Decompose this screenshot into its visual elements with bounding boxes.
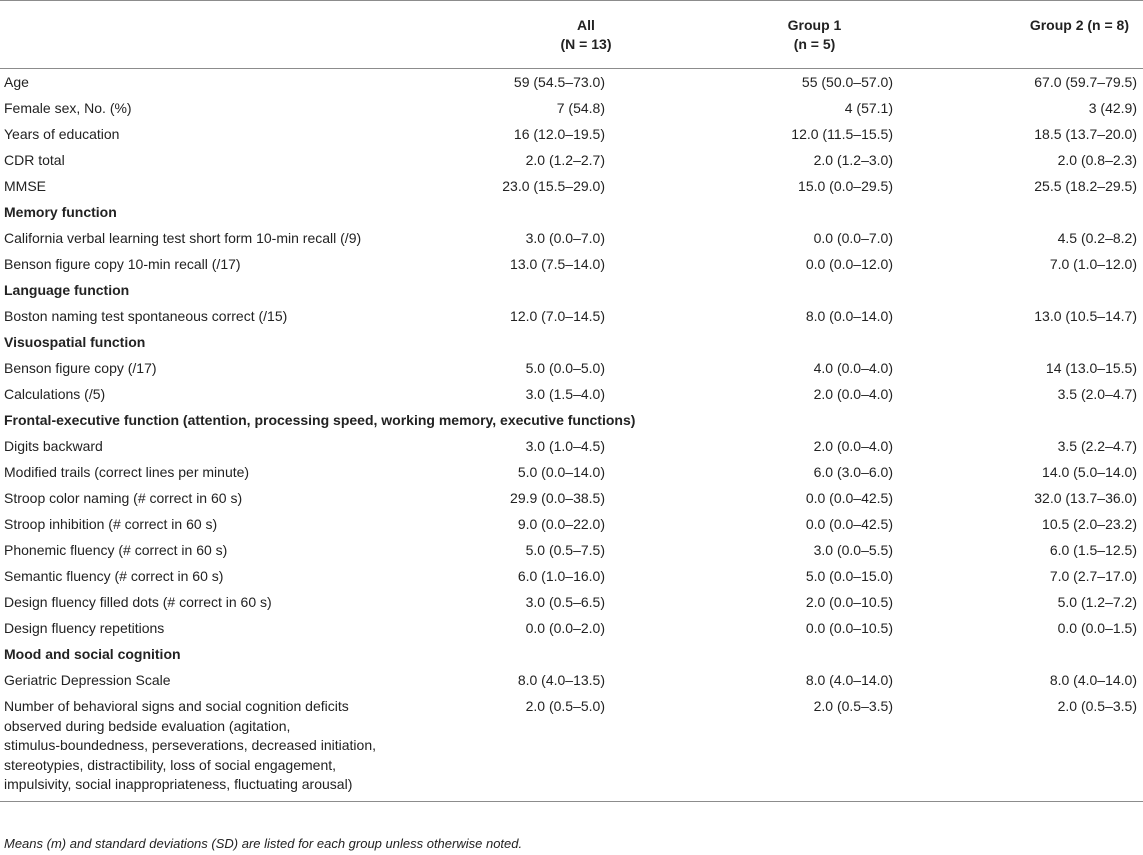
header-group1-n: (n = 5) bbox=[793, 36, 836, 52]
cell-all: 59 (54.5–73.0) bbox=[513, 73, 605, 90]
table-row bbox=[0, 121, 1143, 147]
row-label: Benson figure copy (/17) bbox=[4, 359, 157, 376]
cell-group1: 0.0 (0.0–10.5) bbox=[805, 619, 893, 636]
table-row bbox=[0, 563, 1143, 589]
cell-group1: 4.0 (0.0–4.0) bbox=[813, 359, 893, 376]
row-label-line: impulsivity, social inappropriateness, fluctuating arousal) bbox=[4, 776, 353, 792]
cell-group2: 0.0 (0.0–1.5) bbox=[1057, 619, 1137, 636]
cell-all: 2.0 (1.2–2.7) bbox=[525, 151, 605, 168]
header-empty bbox=[0, 1, 468, 69]
table-row bbox=[0, 303, 1143, 329]
cell-all: 29.9 (0.0–38.5) bbox=[510, 489, 605, 506]
row-label: Semantic fluency (# correct in 60 s) bbox=[4, 567, 224, 584]
section-title: Memory function bbox=[4, 203, 117, 220]
cell-group2: 3.5 (2.2–4.7) bbox=[1057, 437, 1137, 454]
cell-group1: 2.0 (1.2–3.0) bbox=[813, 151, 893, 168]
cell-group1: 3.0 (0.0–5.5) bbox=[813, 541, 893, 558]
cell-group2: 5.0 (1.2–7.2) bbox=[1057, 593, 1137, 610]
section-header-row bbox=[0, 329, 1143, 355]
table-row bbox=[0, 225, 1143, 251]
header-all-n: (N = 13) bbox=[560, 36, 612, 52]
row-label: Boston naming test spontaneous correct (/15) bbox=[4, 307, 288, 324]
table-row bbox=[0, 511, 1143, 537]
row-label: Design fluency repetitions bbox=[4, 619, 165, 636]
cell-all: 12.0 (7.0–14.5) bbox=[510, 307, 605, 324]
table-footnote: Means (m) and standard deviations (SD) are listed for each group unless otherwise noted. bbox=[4, 836, 523, 851]
row-label-line: stereotypies, distractibility, loss of social engagement, bbox=[4, 756, 337, 773]
row-label: MMSE bbox=[4, 177, 46, 194]
cell-group1: 8.0 (0.0–14.0) bbox=[805, 307, 893, 324]
row-label bbox=[0, 693, 468, 801]
section-title: Language function bbox=[4, 281, 130, 298]
cell-group1: 15.0 (0.0–29.5) bbox=[798, 177, 893, 194]
cell-all: 5.0 (0.0–5.0) bbox=[525, 359, 605, 376]
row-label: Benson figure copy 10-min recall (/17) bbox=[4, 255, 241, 272]
cell-group1: 0.0 (0.0–7.0) bbox=[813, 229, 893, 246]
cell-group1: 0.0 (0.0–42.5) bbox=[805, 489, 893, 506]
cell-group1: 6.0 (3.0–6.0) bbox=[813, 463, 893, 480]
row-label: Modified trails (correct lines per minute) bbox=[4, 463, 250, 480]
cell-all: 2.0 (0.5–5.0) bbox=[468, 693, 704, 801]
table-header bbox=[0, 1, 1143, 69]
cell-group2: 2.0 (0.5–3.5) bbox=[925, 693, 1143, 801]
header-all-name: All bbox=[577, 17, 595, 33]
row-label: Stroop color naming (# correct in 60 s) bbox=[4, 489, 243, 506]
cell-group2: 3 (42.9) bbox=[1088, 99, 1137, 116]
table-row bbox=[0, 615, 1143, 641]
table-row bbox=[0, 433, 1143, 459]
cell-group2: 6.0 (1.5–12.5) bbox=[1049, 541, 1137, 558]
row-label: Female sex, No. (%) bbox=[4, 99, 132, 116]
table-row bbox=[0, 485, 1143, 511]
cell-all: 3.0 (1.0–4.5) bbox=[525, 437, 605, 454]
table-row bbox=[0, 95, 1143, 121]
cell-group1: 5.0 (0.0–15.0) bbox=[805, 567, 893, 584]
cell-all: 8.0 (4.0–13.5) bbox=[517, 671, 605, 688]
cell-all: 23.0 (15.5–29.0) bbox=[502, 177, 605, 194]
cell-all: 6.0 (1.0–16.0) bbox=[517, 567, 605, 584]
table-row bbox=[0, 173, 1143, 199]
cell-group2: 3.5 (2.0–4.7) bbox=[1057, 385, 1137, 402]
table-row bbox=[0, 355, 1143, 381]
section-header-row bbox=[0, 199, 1143, 225]
cell-group1: 4 (57.1) bbox=[844, 99, 893, 116]
cell-group2: 32.0 (13.7–36.0) bbox=[1034, 489, 1137, 506]
cell-all: 9.0 (0.0–22.0) bbox=[517, 515, 605, 532]
row-label: Design fluency filled dots (# correct in 60 s) bbox=[4, 593, 272, 610]
row-label: Phonemic fluency (# correct in 60 s) bbox=[4, 541, 228, 558]
cell-group2: 8.0 (4.0–14.0) bbox=[1049, 671, 1137, 688]
table-row bbox=[0, 459, 1143, 485]
cell-group2: 14 (13.0–15.5) bbox=[1045, 359, 1137, 376]
cell-group2: 7.0 (1.0–12.0) bbox=[1049, 255, 1137, 272]
cell-all: 5.0 (0.0–14.0) bbox=[517, 463, 605, 480]
cell-group2: 10.5 (2.0–23.2) bbox=[1042, 515, 1137, 532]
row-label: Calculations (/5) bbox=[4, 385, 106, 402]
header-group2-n: (n = 8) bbox=[1087, 17, 1129, 33]
row-label-line: Number of behavioral signs and social cognition deficits bbox=[4, 698, 349, 714]
section-header-row bbox=[0, 277, 1143, 303]
cell-group1: 2.0 (0.5–3.5) bbox=[704, 693, 925, 801]
row-label: Digits backward bbox=[4, 437, 103, 454]
cell-group2: 25.5 (18.2–29.5) bbox=[1034, 177, 1137, 194]
cell-group1: 2.0 (0.0–4.0) bbox=[813, 437, 893, 454]
section-title: Frontal-executive function (attention, processing speed, working memory, executive functions) bbox=[4, 411, 636, 428]
cell-group1: 12.0 (11.5–15.5) bbox=[791, 125, 893, 142]
cell-group2: 4.5 (0.2–8.2) bbox=[1057, 229, 1137, 246]
table-row bbox=[0, 381, 1143, 407]
row-label-line: stimulus-boundedness, perseverations, decreased initiation, bbox=[4, 737, 376, 753]
table-row bbox=[0, 667, 1143, 693]
section-header-row bbox=[0, 641, 1143, 667]
cell-group2: 67.0 (59.7–79.5) bbox=[1034, 73, 1137, 90]
table-row bbox=[0, 693, 1143, 801]
cell-group1: 2.0 (0.0–4.0) bbox=[813, 385, 893, 402]
cell-group1: 0.0 (0.0–12.0) bbox=[805, 255, 893, 272]
cell-group1: 0.0 (0.0–42.5) bbox=[805, 515, 893, 532]
header-all bbox=[468, 1, 704, 69]
header-group2-stack bbox=[1030, 16, 1129, 35]
cell-group2: 18.5 (13.7–20.0) bbox=[1034, 125, 1137, 142]
cell-group2: 14.0 (5.0–14.0) bbox=[1042, 463, 1137, 480]
section-header-row bbox=[0, 407, 1143, 433]
cell-all: 0.0 (0.0–2.0) bbox=[525, 619, 605, 636]
cell-group1: 55 (50.0–57.0) bbox=[801, 73, 893, 90]
row-label: Geriatric Depression Scale bbox=[4, 671, 171, 688]
header-group2 bbox=[925, 1, 1143, 69]
cell-all: 13.0 (7.5–14.0) bbox=[510, 255, 605, 272]
cell-all: 5.0 (0.5–7.5) bbox=[525, 541, 605, 558]
header-group2-name: Group 2 bbox=[1029, 17, 1084, 33]
header-group1-name: Group 1 bbox=[787, 17, 842, 33]
cell-all: 3.0 (0.5–6.5) bbox=[525, 593, 605, 610]
table-row bbox=[0, 69, 1143, 96]
cell-group1: 8.0 (4.0–14.0) bbox=[805, 671, 893, 688]
cell-all: 16 (12.0–19.5) bbox=[513, 125, 605, 142]
table-row bbox=[0, 537, 1143, 563]
cell-group2: 2.0 (0.8–2.3) bbox=[1057, 151, 1137, 168]
cell-group2: 13.0 (10.5–14.7) bbox=[1034, 307, 1137, 324]
header-group1 bbox=[704, 1, 925, 69]
cell-group2: 7.0 (2.7–17.0) bbox=[1049, 567, 1137, 584]
table-body bbox=[0, 69, 1143, 802]
cell-group1: 2.0 (0.0–10.5) bbox=[805, 593, 893, 610]
row-label-line: observed during bedside evaluation (agitation, bbox=[4, 717, 291, 734]
cell-all: 3.0 (0.0–7.0) bbox=[525, 229, 605, 246]
row-label: Years of education bbox=[4, 125, 120, 142]
row-label: Age bbox=[4, 73, 29, 90]
row-label: Stroop inhibition (# correct in 60 s) bbox=[4, 515, 218, 532]
cell-all: 7 (54.8) bbox=[556, 99, 605, 116]
table-row bbox=[0, 251, 1143, 277]
cell-all: 3.0 (1.5–4.0) bbox=[525, 385, 605, 402]
section-title: Mood and social cognition bbox=[4, 645, 181, 662]
table-row bbox=[0, 589, 1143, 615]
section-title: Visuospatial function bbox=[4, 333, 146, 350]
row-label: California verbal learning test short form 10-min recall (/9) bbox=[4, 229, 362, 246]
table-row bbox=[0, 147, 1143, 173]
row-label: CDR total bbox=[4, 151, 65, 168]
